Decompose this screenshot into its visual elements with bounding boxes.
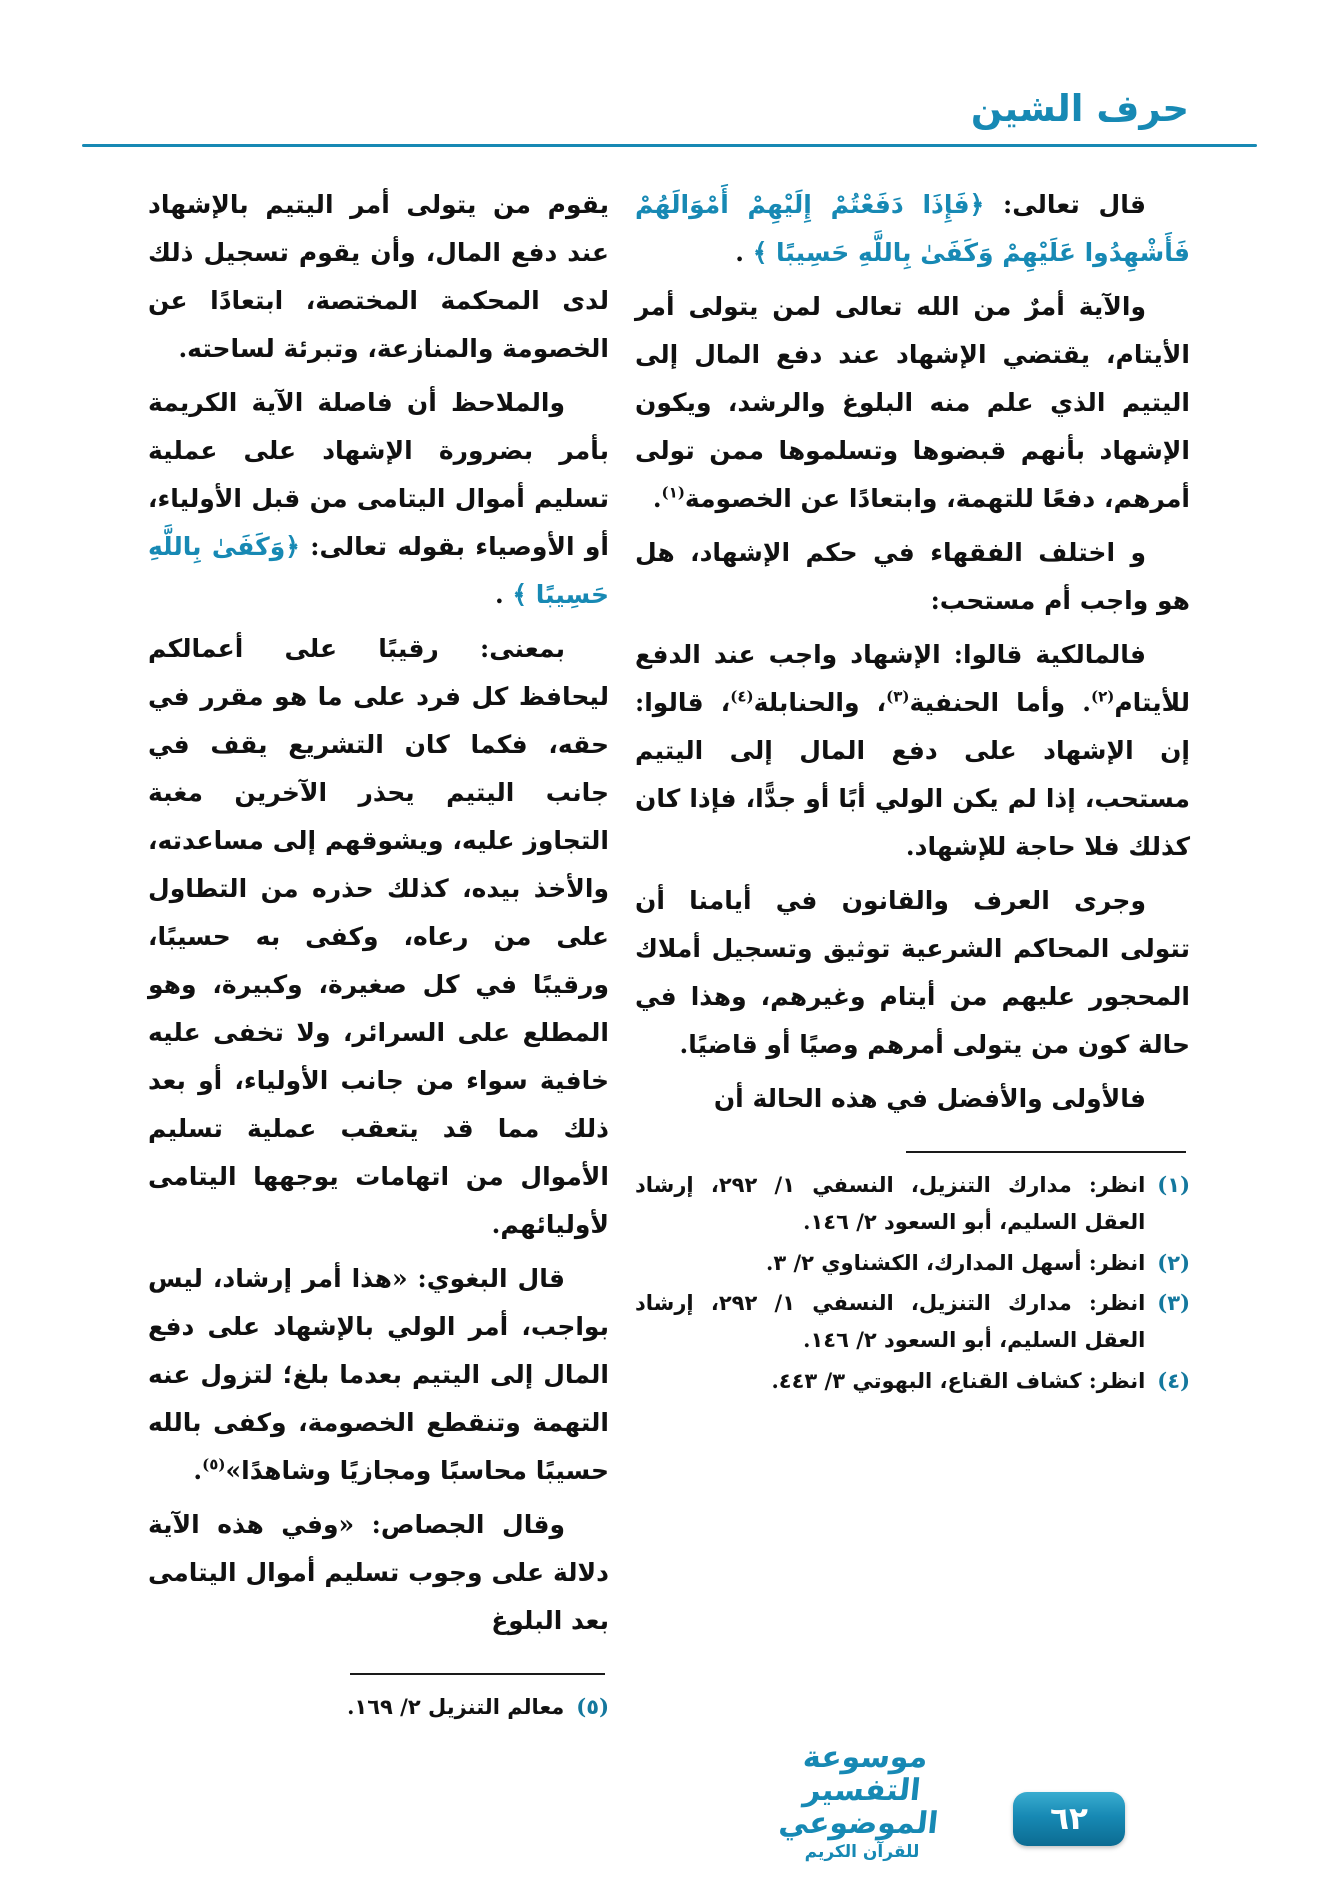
paragraph [148,181,609,373]
chapter-title: حرف الشين [970,86,1189,130]
footnote-text: معالم التنزيل ٢/ ١٦٩. [347,1694,565,1719]
footnote-ref: (٤) [730,687,754,706]
paragraph [635,181,1190,277]
paragraph [148,625,609,1249]
footnote-item [148,1689,609,1726]
text-run: . [193,1456,203,1485]
text-run: بمعنى: رقيبًا على أعمالكم ليحافظ كل فرد على ما هو مقرر في حقه، فكما كان التشريع يقف في جانب اليتيم يحذر الآخرين مغبة التجاوز عليه، ويشوقهم إلى مساعدته، والأخذ بيده، كذلك حذره من التطاول على من رعاه، وكفى به حسيبًا، ورقيبًا في كل صغيرة، وكبيرة، وهو المطلع على السرائر، ولا تخفى عليه خافية سواء من جانب الأولياء، أو بعد ذلك مما قد يتعقب عملية تسليم الأموال من اتهامات يوجهها اليتامى لأوليائهم. [148,634,609,1239]
text-run: . [735,238,753,267]
footnotes-right [635,1151,1190,1404]
paragraph [148,1255,609,1495]
paragraph [635,1075,1190,1123]
text-run: والملاحظ أن فاصلة الآية الكريمة بأمر بضرورة الإشهاد على عملية تسليم أموال اليتامى من قبل الأولياء، أو الأوصياء بقوله تعالى: [148,388,610,561]
footnote-separator [350,1673,605,1675]
paragraph [635,283,1190,523]
footnote-text: انظر: مدارك التنزيل، النسفي ١/ ٢٩٢، إرشاد العقل السليم، أبو السعود ٢/ ١٤٦. [635,1290,1146,1352]
text-run: و اختلف الفقهاء في حكم الإشهاد، هل هو واجب أم مستحب: [635,538,1190,615]
footnotes-left [148,1673,609,1730]
footnote-item [635,1285,1190,1359]
text-run: قال البغوي: «هذا أمر إرشاد، ليس بواجب، أمر الولي بالإشهاد على دفع المال إلى اليتيم بعدما بلغ؛ لتزول عنه التهمة وتنقطع الخصومة، وكفى بالله حسيبًا محاسبًا ومجازيًا وشاهدًا» [148,1264,609,1485]
publisher-logo [737,1741,987,1862]
footnote-separator [906,1151,1186,1153]
footnote-item [635,1167,1190,1241]
text-run: . وأما الحنفية [909,688,1091,717]
text-run: . [652,484,662,513]
column-left [148,181,609,1730]
publisher-logo-subtitle: للقرآن الكريم [804,1842,920,1862]
footnote-number: (٥) [576,1694,609,1719]
paragraph [635,631,1190,871]
text-run: ، والحنابلة [753,688,887,717]
paragraph [148,1501,609,1645]
text-run: قال تعالى: [984,190,1147,219]
footnote-item [635,1363,1190,1400]
paragraph [148,379,609,619]
text-run: فالمالكية قالوا: الإشهاد واجب عند الدفع للأيتام [635,640,1190,717]
text-run: وجرى العرف والقانون في أيامنا أن تتولى المحاكم الشرعية توثيق وتسجيل أملاك المحجور عليهم من أيتام وغيرهم، وهذا في حالة كون من يتولى أمرهم وصيًا أو قاضيًا. [635,886,1190,1059]
footnote-text: انظر: كشاف القناع، البهوتي ٣/ ٤٤٣. [771,1367,1146,1393]
paragraph [635,529,1190,625]
column-right [635,181,1190,1730]
quran-verse: ﴿فَإِذَا دَفَعْتُمْ إِلَيْهِمْ أَمْوَالَهُمْ فَأَشْهِدُوا عَلَيْهِمْ وَكَفَىٰ بِاللَّهِ حَسِيبًا ﴾ [635,190,1190,267]
footnote-ref: (٥) [202,1455,226,1474]
publisher-logo-title: موسوعة التفسير الموضوعي [777,1740,940,1841]
text-run: ، قالوا: إن الإشهاد على دفع المال إلى اليتيم مستحب، إذا لم يكن الولي أبًا أو جدًّا، فإذا كان كذلك فلا حاجة للإشهاد. [635,688,1190,861]
page-number-badge [1013,1792,1125,1846]
page-header [0,0,1339,130]
text-run: وقال الجصاص: «وفي هذه الآية دلالة على وجوب تسليم أموال اليتامى بعد البلوغ [148,1510,609,1635]
footnote-number: (١) [1157,1172,1190,1197]
page-content [0,147,1339,1730]
footnote-item [635,1245,1190,1282]
footnote-number: (٣) [1157,1290,1190,1316]
footnote-number: (٤) [1157,1367,1190,1393]
paragraph [635,877,1190,1069]
text-run: والآية أمرٌ من الله تعالى لمن يتولى أمر الأيتام، يقتضي الإشهاد عند دفع المال إلى اليتيم الذي علم منه البلوغ والرشد، ويكون الإشهاد بأنهم قبضوها وتسلموها ممن تولى أمرهم، دفعًا للتهمة، وابتعادًا عن الخصومة [635,292,1190,513]
text-run: . [494,580,513,609]
footnote-text: انظر: أسهل المدارك، الكشناوي ٢/ ٣. [766,1249,1146,1275]
footnote-text: انظر: مدارك التنزيل، النسفي ١/ ٢٩٢، إرشاد العقل السليم، أبو السعود ٢/ ١٤٦. [635,1172,1146,1234]
quran-verse: ﴿وَكَفَىٰ بِاللَّهِ حَسِيبًا ﴾ [148,532,609,609]
footnote-ref: (٣) [886,687,910,706]
page-number: ٦٢ [1050,1801,1088,1837]
footnote-ref: (٢) [1090,687,1115,706]
footnote-ref: (١) [661,483,685,502]
text-run: فالأولى والأفضل في هذه الحالة أن [713,1084,1146,1113]
footnote-number: (٢) [1157,1249,1190,1275]
text-run: يقوم من يتولى أمر اليتيم بالإشهاد عند دفع المال، وأن يقوم تسجيل ذلك لدى المحكمة المختصة، ابتعادًا عن الخصومة والمنازعة، وتبرئة لساحته. [148,190,609,363]
